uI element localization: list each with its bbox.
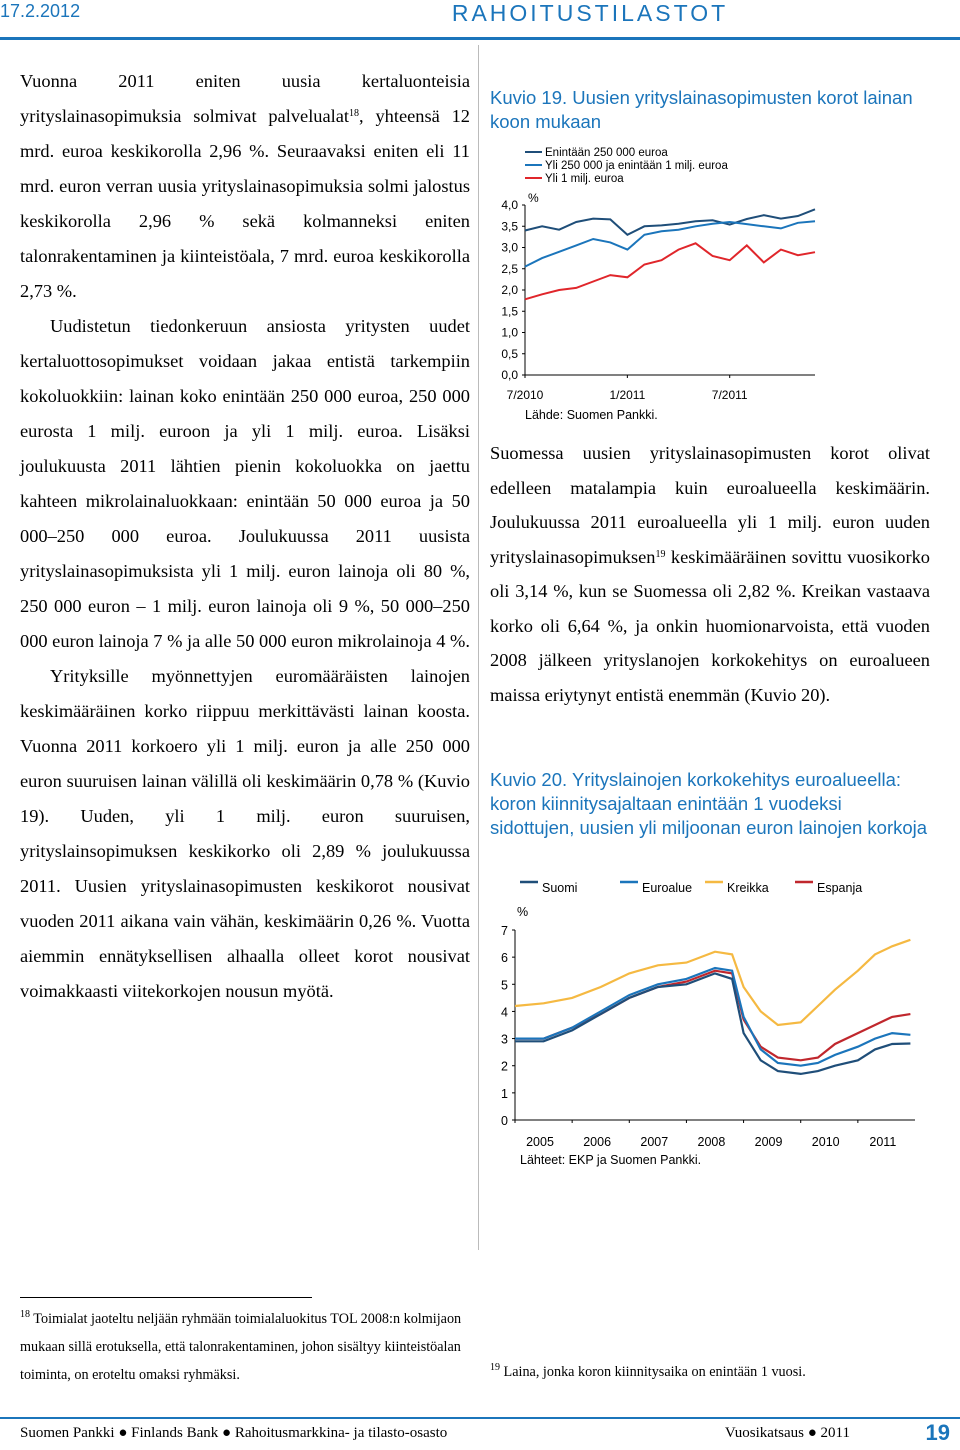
- y-tick-label: 4: [501, 1005, 508, 1020]
- bullet-icon: ●: [118, 1425, 128, 1441]
- source-label: Lähde: Suomen Pankki.: [525, 408, 658, 422]
- y-tick-label: 3,5: [501, 219, 518, 234]
- x-tick-label: 7/2010: [506, 388, 544, 402]
- x-tick-label: 2005: [526, 1135, 554, 1149]
- y-tick-label: 4,0: [501, 198, 518, 212]
- x-tick-label: 2011: [869, 1135, 897, 1149]
- footer-right: Vuosikatsaus ● 2011: [724, 1425, 850, 1441]
- series-line: [525, 221, 815, 266]
- x-tick-label: 2009: [754, 1135, 783, 1149]
- source-label: Lähteet: EKP ja Suomen Pankki.: [520, 1153, 702, 1167]
- y-tick-label: 1,0: [501, 325, 518, 340]
- y-tick-label: 5: [501, 978, 508, 993]
- y-tick-label: 3,0: [501, 240, 518, 255]
- footnote-19: $^{19}$ Laina, jonka koron kiinnitysaika on enintään 1 vuosi.: [490, 1362, 806, 1380]
- right-paragraph: Suomessa uusien yrityslainasopimusten korot olivat edelleen matalampia kuin euroalueella keskimäärin. Joulukuussa 2011 euroalueella yli 1 milj. euron uuden yrityslainasopimuksen$^{19}$ keskimääräinen sovittu vuosikorko oli 3,14 %, kun se Suomessa oli 2,82 %. Kreikan vastaava korko oli 6,64 %, ja onkin huomionarvoista, että vuoden 2008 jälkeen yrityslanojen korkokehitys on euroalueen maissa eriytynyt entistä enemmän (Kuvio 20).: [490, 443, 930, 705]
- y-tick-label: 7: [501, 924, 508, 938]
- y-tick-label: 3: [501, 1032, 508, 1047]
- column-divider: [478, 45, 479, 1250]
- left-column: [20, 64, 470, 1009]
- y-tick-label: 1,5: [501, 304, 518, 319]
- y-tick-label: 6: [501, 951, 508, 966]
- page-number: 19: [925, 1420, 950, 1445]
- series-line: [525, 243, 815, 299]
- y-tick-label: 0,0: [501, 368, 518, 382]
- legend-label: Enintään 250 000 euroa: [545, 147, 668, 159]
- x-tick-label: 7/2011: [711, 388, 748, 402]
- figure-19-chart: [480, 140, 850, 430]
- legend-label: Euroalue: [642, 881, 693, 895]
- y-tick-label: 1: [501, 1086, 508, 1101]
- y-tick-label: 0,5: [501, 346, 518, 361]
- x-tick-label: 2007: [640, 1135, 669, 1149]
- footnote-18: $^{18}$ Toimialat jaoteltu neljään ryhmään toimialaluokitus TOL 2008:n kolmijaon mukaan sillä erotuksella, että talonrakentaminen, johon sisältyy kiinteistöalan toiminta, on eroteltu omaksi ryhmäksi.: [20, 1309, 462, 1383]
- y-tick-label: 0: [501, 1114, 508, 1128]
- x-tick-label: 2006: [583, 1135, 612, 1149]
- y-unit-label: %: [517, 905, 529, 919]
- figure-19-title: Kuvio 19. Uusien yrityslainasopimusten korot lainan koon mukaan: [490, 87, 913, 132]
- y-tick-label: 2,0: [501, 283, 518, 297]
- legend-label: Yli 250 000 ja enintään 1 milj. euroa: [545, 160, 728, 172]
- legend-label: Yli 1 milj. euroa: [545, 173, 624, 185]
- header-rule: [0, 37, 960, 40]
- paragraph-1: Vuonna 2011 eniten uusia kertaluonteisia yrityslainasopimuksia solmivat palvelualat$^{18}$, yhteensä 12 mrd. euroa keskikorolla 2,96 %. Seuraavaksi eniten eli 11 mrd. euron verran uusia yrityslainasopimuksia solmi jalostus keskikorolla 2,96 % sekä kolmanneksi eniten talonrakentaminen ja kiinteistöala, 7 mrd. euroa keskikorolla 2,73 %.: [20, 71, 470, 301]
- y-tick-label: 2,5: [501, 261, 518, 276]
- footer-rule: [0, 1417, 960, 1419]
- footnote-rule: [20, 1297, 312, 1298]
- legend-label: Espanja: [817, 881, 863, 895]
- footnote-ref-19: 19: [655, 548, 666, 560]
- x-tick-label: 2010: [811, 1135, 840, 1149]
- x-tick-label: 1/2011: [609, 388, 646, 402]
- y-tick-label: 2: [501, 1059, 508, 1074]
- header-date: 17.2.2012: [0, 1, 81, 21]
- series-line: [515, 940, 910, 1025]
- series-line: [515, 973, 910, 1074]
- legend-label: Kreikka: [727, 881, 769, 895]
- paragraph-3: Yrityksille myönnettyjen euromääräisten lainojen keskimääräinen korko riippuu merkittävästi lainan koosta. Vuonna 2011 korkoero yli 1 milj. euron ja alle 250 000 euron suuruisen lainan välillä oli keskimäärin 0,78 % (Kuvio 19). Uuden, yli 1 milj. euron suuruisen, yrityslainsopimuksen keskikorko oli 2,89 % joulukuussa 2011. Uusien yrityslainasopimusten keskikorot nousivat vuoden 2011 aikana vain vähän, keskimäärin 0,26 %. Vuotta aiemmin ennätyksellisen alhaalla olleet korot nousivat voimakkaasti viitekorkojen nousun myötä.: [20, 666, 470, 1001]
- bullet-icon: ●: [222, 1425, 232, 1441]
- series-line: [515, 971, 910, 1061]
- footer-left: Suomen Pankki ● Finlands Bank ● Rahoitusmarkkina- ja tilasto-osasto: [20, 1425, 448, 1441]
- header-title: RAHOITUSTILASTOT: [451, 0, 729, 26]
- figure-20-title: Kuvio 20. Yrityslainojen korkokehitys euroalueella: koron kiinnitysajaltaan enintään 1 vuodeksi sidottujen, uusien yli miljoonan euron lainojen korkoja: [490, 769, 928, 838]
- paragraph-2: Uudistetun tiedonkeruun ansiosta yritysten uudet kertaluottosopimukset voidaan jakaa entistä tarkempiin kokoluokkiin: lainan koko enintään 250 000 euroa, 250 000 eurosta 1 milj. euroon ja yli 1 milj. euroa. Lisäksi joulukuusta 2011 lähtien pienin kokoluokka on jaettu kahteen mikrolainaluokkaan: enintään 50 000 euroa ja 50 000–250 000 euroa. Joulukuussa 2011 uusista yrityslainasopimuksista yli 1 milj. euron lainoja oli 80 %, 250 000 euron – 1 milj. euron lainoja oli 9 %, 50 000–250 000 euron lainoja 7 % ja alle 50 000 euron mikrolainoja 4 %.: [20, 316, 470, 651]
- y-unit-label: %: [528, 191, 539, 205]
- series-line: [515, 968, 910, 1066]
- figure-20-chart: [480, 872, 920, 1172]
- bullet-icon: ●: [807, 1425, 817, 1441]
- footnote-ref-18: 18: [349, 108, 360, 119]
- x-tick-label: 2008: [697, 1135, 726, 1149]
- legend-label: Suomi: [542, 881, 578, 895]
